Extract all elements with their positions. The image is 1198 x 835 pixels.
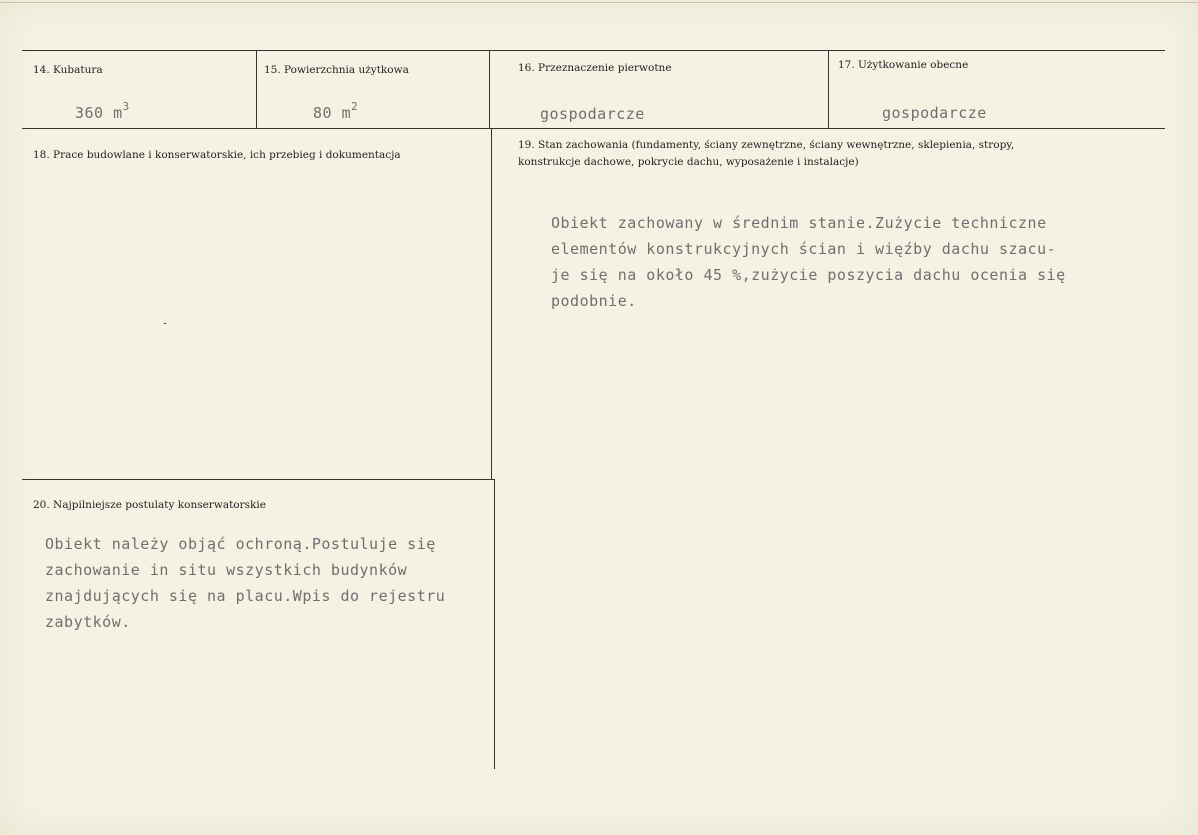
row-top-rule	[22, 50, 1165, 51]
field-20-text	[45, 531, 445, 635]
kubatura-exponent: 3	[122, 100, 130, 113]
field-20-text-line: znajdujących się na placu.Wpis do rejestru	[45, 587, 446, 605]
field-15-value	[313, 100, 359, 122]
divider-14-15	[256, 50, 257, 128]
divider-15-16	[489, 50, 490, 128]
powierzchnia-exponent: 2	[351, 100, 359, 113]
field-16-value: gospodarcze	[540, 105, 645, 123]
field-19-label-line-1: 19. Stan zachowania (fundamenty, ściany zewnętrzne, ściany wewnętrzne, sklepienia, stropy,	[518, 139, 1015, 151]
field-15-label: 15. Powierzchnia użytkowa	[264, 64, 409, 76]
field-20-text-line: zachowanie in situ wszystkich budynków	[45, 561, 408, 579]
field-19-text-line: je się na około 45 %,zużycie poszycia dachu ocenia się	[551, 266, 1066, 284]
powierzchnia-value: 80 m	[313, 104, 352, 122]
section20-top-rule	[22, 479, 494, 480]
field-14-label: 14. Kubatura	[33, 64, 103, 76]
divider-18-19	[491, 128, 492, 479]
field-18-mark: -	[163, 316, 168, 330]
divider-16-17	[828, 50, 829, 128]
field-19-text-line: podobnie.	[551, 292, 637, 310]
field-20-text-line: zabytków.	[45, 613, 131, 631]
field-20-text-line: Obiekt należy objąć ochroną.Postuluje się	[45, 535, 436, 553]
field-16-label: 16. Przeznaczenie pierwotne	[518, 62, 672, 74]
field-20-label: 20. Najpilniejsze postulaty konserwatorskie	[33, 499, 266, 511]
kubatura-value: 360 m	[75, 104, 123, 122]
card-top-edge	[0, 2, 1198, 3]
field-19-text-line: Obiekt zachowany w średnim stanie.Zużycie techniczne	[551, 214, 1047, 232]
row-mid-rule	[22, 128, 1165, 129]
field-17-value: gospodarcze	[882, 104, 987, 122]
field-17-label: 17. Użytkowanie obecne	[838, 59, 969, 71]
field-19-text	[551, 210, 1066, 314]
field-19-label-line-2: konstrukcje dachowe, pokrycie dachu, wyposażenie i instalacje)	[518, 156, 859, 168]
divider-20-19	[494, 479, 495, 769]
field-19-text-line: elementów konstrukcyjnych ścian i więźby dachu szacu-	[551, 240, 1057, 258]
field-18-label: 18. Prace budowlane i konserwatorskie, ich przebieg i dokumentacja	[33, 149, 401, 161]
field-14-value	[75, 100, 130, 122]
